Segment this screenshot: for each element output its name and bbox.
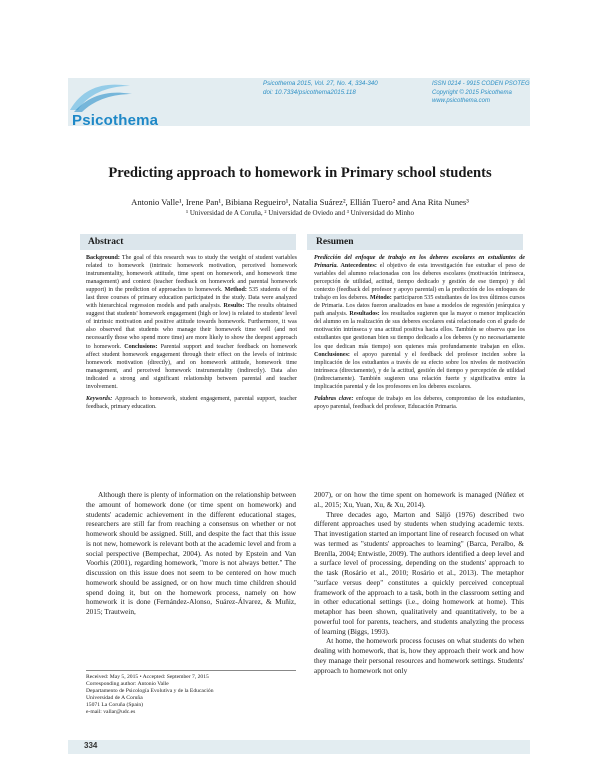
keywords-label: Keywords: (86, 395, 113, 402)
abstract-background-label: Background: (86, 255, 120, 261)
paper-affiliations: ¹ Universidad de A Coruña, ² Universidad de Oviedo and ³ Universidad do Minho (186, 209, 414, 217)
abstract-text (86, 254, 297, 411)
resumen-metodo: participaron 535 estudiantes de los tres últimos cursos de Primaria. Los datos fueron analizados en base a modelos de regresión jerárquica y path analysis. (314, 295, 525, 318)
journal-logo-text: Psicothema (72, 112, 159, 129)
resumen-heading: Resumen (316, 237, 354, 247)
body-paragraph: At home, the homework process focuses on what students do when dealing with homework, that is, how they approach their work and how they manage their personal resources and homework settings. Students' approach to homework not only (314, 636, 524, 675)
page-footer-bar (68, 740, 530, 754)
resumen-resultados-label: Resultados: (347, 311, 380, 318)
resumen-antecedentes-label: Antecedentes: (338, 263, 377, 270)
journal-citation (263, 80, 423, 97)
abstract-keywords (86, 395, 297, 411)
abstract-results: The results obtained suggest that students' homework engagement (high or low) is related to students' level of intrinsic motivation and positive attitude towards homework. Furthermore, it was also observed that students who manage their homework time well (and not necessarily those who spend more time) are more likely to show the deepest approach to homework. (86, 303, 298, 350)
received-dates: Received: May 5, 2015 • Accepted: September 7, 2015 (86, 674, 209, 680)
journal-issn (432, 80, 532, 106)
corresponding-author: Corresponding author: Antonio Valle (86, 681, 169, 688)
paper-title: Predicting approach to homework in Primary school students (108, 165, 492, 181)
abstract-background: The goal of this research was to study the weight of student variables related to homework (intrinsic homework motivation, perceived homework instrumentality, homework attitude, time spent on homework, and homework time management) and context (teacher feedback on homework and parental homework support) in the prediction of approaches to homework. (86, 255, 297, 294)
palabras-clave-text: enfoque de trabajo en los deberes, compromiso de los estudiantes, apoyo parental, feedback del profesor, Educación Primaria. (314, 395, 525, 410)
author-email: e-mail: vallar@udc.es (86, 709, 136, 716)
resumen-conclusiones: el apoyo parental y el feedback del profesor inciden sobre la implicación de los estudiantes a través de su efecto sobre los niveles de motivación intrínseca (directamente), y de la actitud, gestión del tiempo y percepción de utilidad (indirectamente). También sugieren una relación fuerte y significativa entre la implicación parental y de los profesores en los deberes escolares. (314, 351, 525, 390)
body-paragraph: Three decades ago, Marton and Säljö (1976) described two different approaches used by students when studying academic texts. That investigation started an important line of research focused on what was termed as "students' approaches to learning" (Barca, Peralbo, & Brenlla, 2004; Entwistle, 2009). The authors identified a deep level and a surface level of processing, depending on the students' approach to the task (Rosário et al., 2010; Rosário et al., 2013). The metaphor "surface versus deep" constitutes a quickly perceived conceptual framework of the approach to a task, both in the classroom setting and in other educational settings (i.e., doing homework at home). This metaphor has been shown, qualitatively and quantitatively, to be a powerful tool for parents, teachers, and students analyzing the process of learning (Biggs, 1993). (314, 509, 524, 636)
resumen-metodo-label: Método: (368, 295, 392, 302)
citation-line-1: Psicothema 2015, Vol. 27, No. 4, 334-340 (263, 80, 378, 87)
page-number: 334 (84, 741, 98, 750)
issn-line: ISSN 0214 - 9915 CODEN PSOTEG (432, 81, 530, 87)
received-info (86, 674, 296, 717)
resumen-text (314, 254, 525, 411)
abstract-conclusions: Parental support and teacher feedback on homework affect student homework engagement through their effect on the levels of intrinsic homework motivation (directly), and on homework attitude, homework time management, and perceived homework instrumentality (indirectly). Data also indicated a strong and significant relationship between parental and teacher involvement. (86, 343, 297, 390)
received-divider (86, 670, 296, 671)
resumen-antecedentes: el objetivo de esta investigación fue estudiar el peso de variables del alumno relacionadas con los deberes escolares (motivación intrínseca, percepción de utilidad, actitud, tiempo dedicado y gestión de ese tiempo) y del contexto (feedback del profesor y apoyo parental) en la predicción de los enfoques de trabajo en los deberes. (314, 263, 525, 302)
body-left-column (86, 490, 296, 617)
palabras-clave-label: Palabras clave: (314, 395, 354, 402)
body-paragraph: Although there is plenty of information on the relationship between the amount of homework done (or time spent on homework) and students' academic achievement in the different educational stages, researchers are still far from reaching a consensus on whether or not homework should be assigned. Still, and despite the fact that this issue is not new, homework is relevant both at the academic level and from a social perspective (Bempechat, 2004). As noted by Epstein and Van Voorhis (2001), regarding homework, "more is not always better." The discussion on this issue does not seem to be centered on how much homework should be assigned, or on how much time children should spend doing it, but on the homework process, namely on how homework it is done (Fernández-Alonso, Suárez-Álvarez, & Muñiz, 2015; Trautwein, (86, 490, 296, 616)
citation-doi: doi: 10.7334/psicothema2015.118 (263, 88, 356, 96)
keywords-text: Approach to homework, student engagement, parental support, teacher feedback, primary education. (86, 395, 297, 410)
abstract-method-label: Method: (222, 287, 247, 294)
body-paragraph: 2007), or on how the time spent on homework is managed (Núñez et al., 2015; Xu, Yuan, Xu, & Xu, 2014). (314, 490, 524, 509)
abstract-conclusions-label: Conclusions: (121, 343, 158, 350)
website-line: www.psicothema.com (432, 98, 491, 105)
author-university: Universidad de A Coruña (86, 695, 143, 702)
resumen-resultados: los resultados sugieren que la mayor o menor implicación del alumno en la realización de sus deberes escolares está relacionado con el grado de motivación intrínseca y una actitud positiva hacia ellos. También se observa que los estudiantes que gestionan bien su tiempo dedicado a los deberes (y no necesariamente los que dedican más tiempo) son quienes más profundamente trabajan en ellos. (314, 311, 526, 350)
paper-authors: Antonio Valle¹, Irene Pan¹, Bibiana Regueiro¹, Natalia Suárez², Ellián Tuero² and Ana Rita Nunes³ (131, 197, 469, 207)
resumen-keywords (314, 395, 525, 411)
abstract-heading: Abstract (88, 237, 124, 247)
author-city: 15071 La Coruña (Spain) (86, 702, 144, 709)
resumen-conclusiones-label: Conclusiones: (314, 351, 350, 358)
abstract-results-label: Results: (221, 303, 245, 310)
resumen-title-es: Predicción del enfoque de trabajo en los deberes escolares en estudiantes de Primaria. (314, 255, 525, 270)
author-department: Departamento de Psicología Evolutiva y de la Educación (86, 688, 214, 695)
copyright-line: Copyright © 2015 Psicothema (432, 89, 512, 96)
body-right-column (314, 490, 524, 675)
psicothema-logo-mark (64, 80, 134, 114)
abstract-method: 535 students of the last three courses of primary education participated in the study. Data were analyzed with hierarchical regression models and path analysis. (86, 287, 297, 310)
